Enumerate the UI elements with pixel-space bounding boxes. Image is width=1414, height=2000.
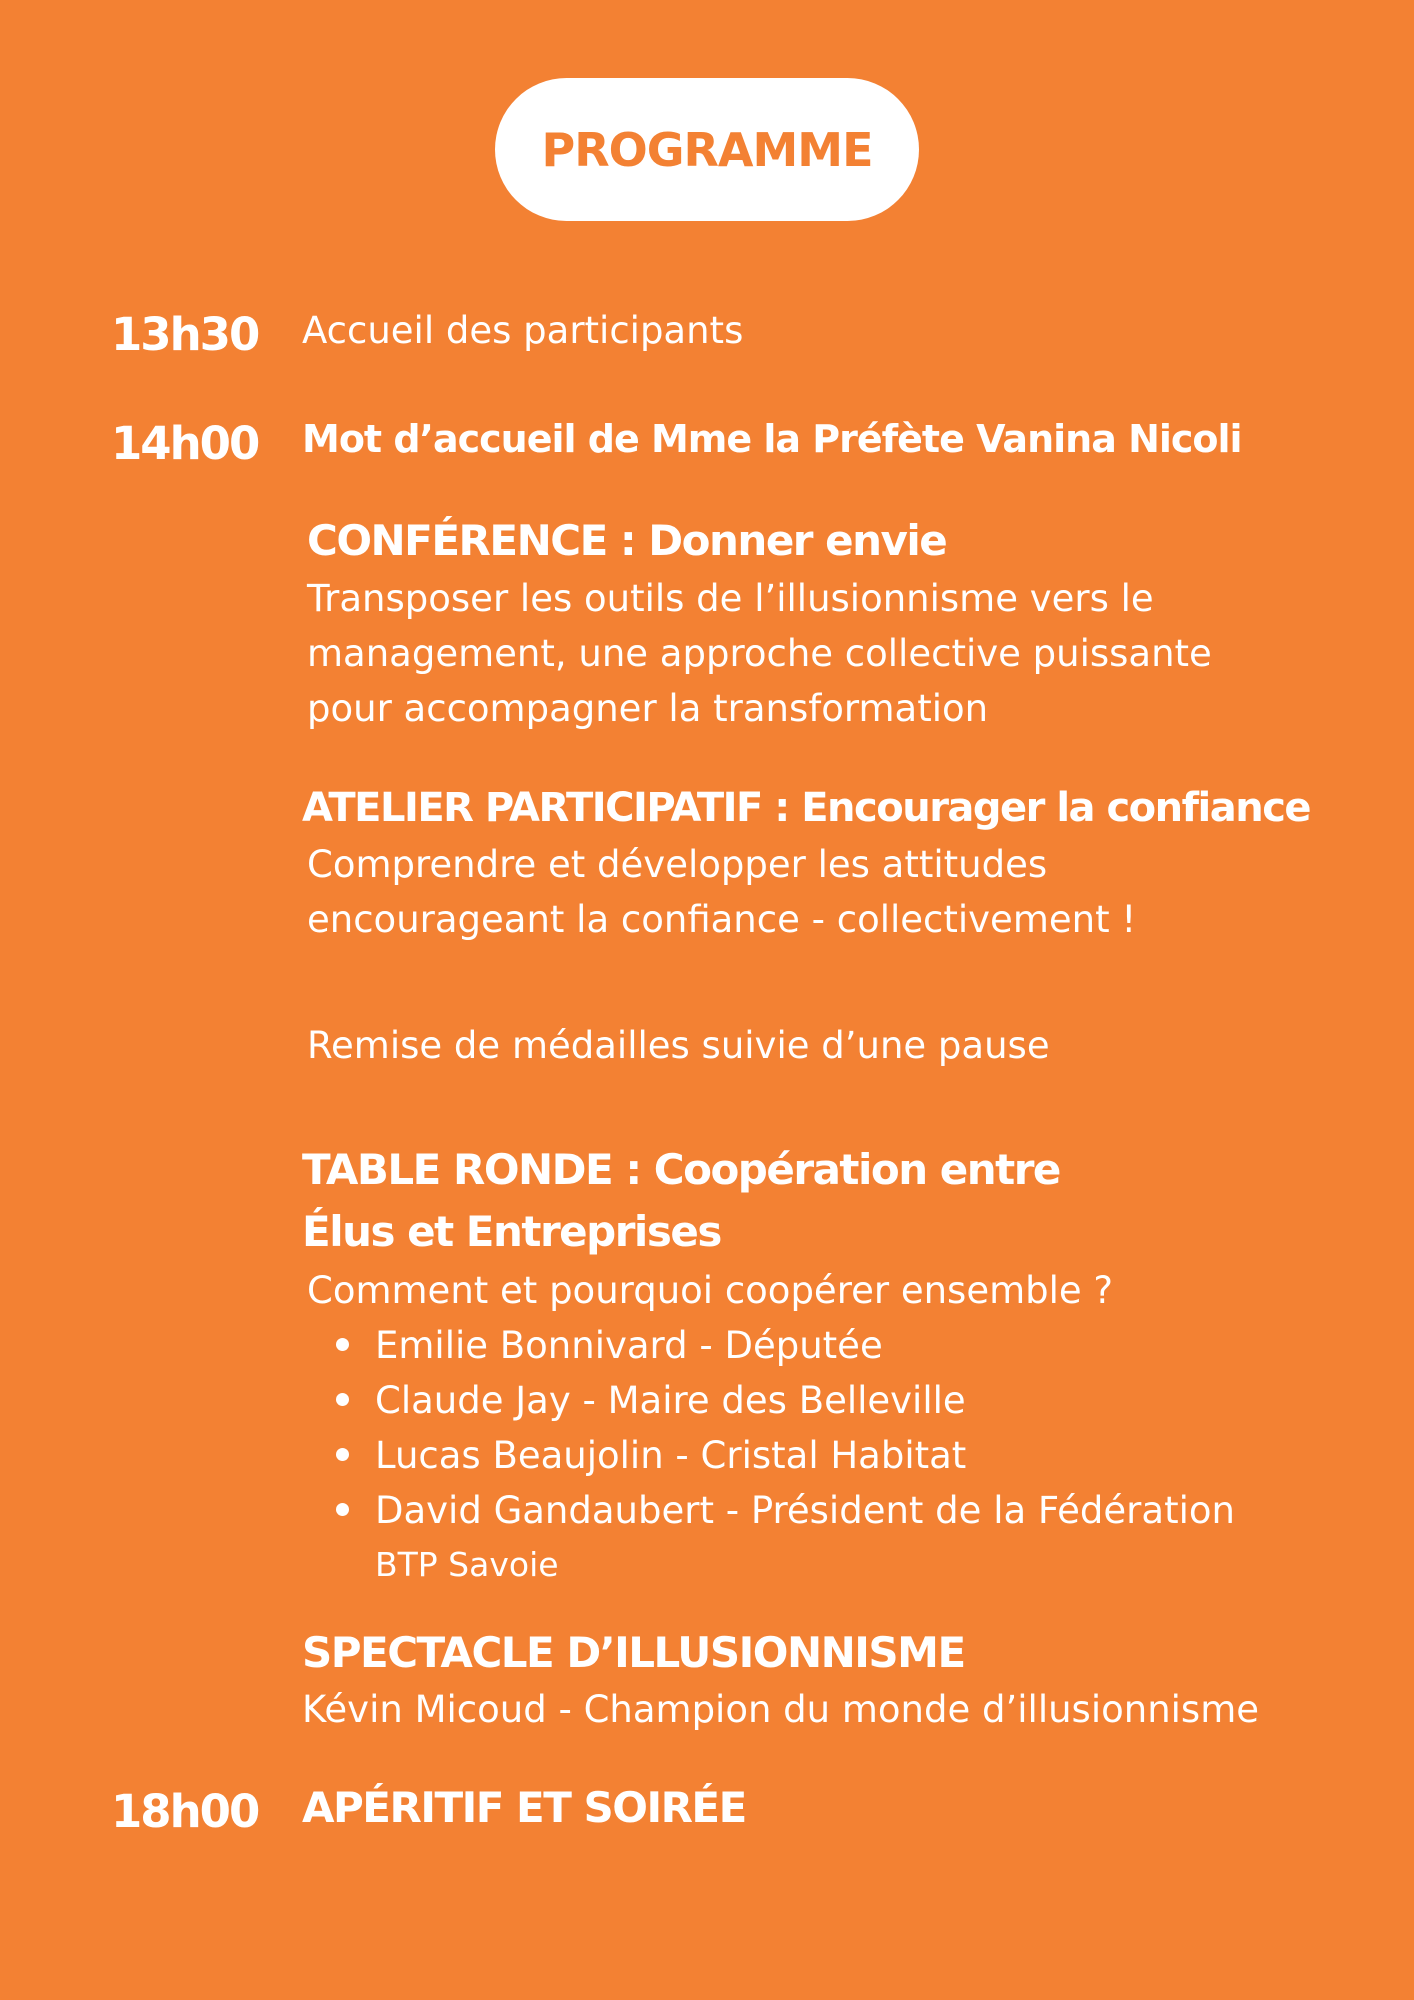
bullet-icon [336,1503,349,1516]
conference-line-1: Transposer les outils de l’illusionnisme vers le [307,577,1154,620]
round-table-subtitle: Comment et pourquoi coopérer ensemble ? [307,1269,1114,1312]
conference-line-2: management, une approche collective puissante [307,632,1212,675]
workshop-title: ATELIER PARTICIPATIF : Encourager la confiance [302,785,1311,831]
opening-speech-text: Mot d’accueil de Mme la Préfète Vanina Nicoli [302,417,1242,461]
round-table-title-line-1: TABLE RONDE : Coopération entre [302,1145,1060,1194]
round-table-title-line-2: Élus et Entreprises [302,1207,721,1256]
workshop-line-2: encourageant la confiance - collectivement ! [307,898,1137,941]
show-subtitle: Kévin Micoud - Champion du monde d’illusionnisme [302,1688,1260,1731]
conference-line-3: pour accompagner la transformation [307,687,989,730]
medals-text: Remise de médailles suivie d’une pause [307,1024,1050,1067]
time-1400: 14h00 [111,417,259,470]
speaker-item: David Gandaubert - Président de la Fédération [375,1489,1235,1532]
speaker-item: Emilie Bonnivard - Députée [375,1324,883,1367]
programme-title-pill [495,78,919,221]
speaker-item: Claude Jay - Maire des Belleville [375,1379,966,1422]
bullet-icon [336,1448,349,1461]
time-1800: 18h00 [111,1785,259,1838]
bullet-icon [336,1338,349,1351]
show-title: SPECTACLE D’ILLUSIONNISME [302,1628,965,1677]
programme-title: PROGRAMME [541,122,873,177]
speaker-item-continuation: BTP Savoie [375,1545,559,1584]
workshop-line-1: Comprendre et développer les attitudes [307,843,1048,886]
bullet-icon [336,1393,349,1406]
time-1330: 13h30 [111,308,259,361]
conference-title: CONFÉRENCE : Donner envie [307,516,947,565]
welcome-text: Accueil des participants [302,309,744,352]
speaker-item: Lucas Beaujolin - Cristal Habitat [375,1434,967,1477]
evening-text: APÉRITIF ET SOIRÉE [302,1783,746,1832]
